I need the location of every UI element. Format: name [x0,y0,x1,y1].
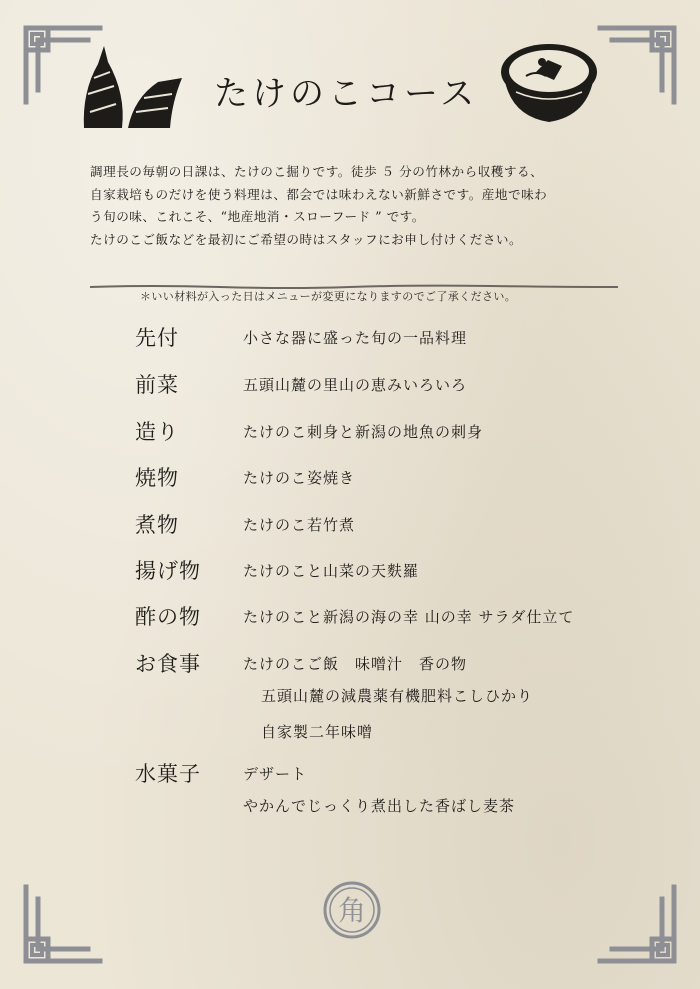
course-label: 酢の物 [135,605,201,629]
course-label: 揚げ物 [135,559,201,583]
intro-text [90,161,630,251]
course-desc: 小さな器に盛った旬の一品料理 [243,329,468,347]
course-desc: たけのこ姿焼き [243,469,356,487]
bamboo-shoot-icon [78,42,190,132]
svg-text:角: 角 [337,894,367,927]
divider [90,276,618,284]
course-label: 前菜 [135,373,179,397]
course-desc: たけのこ刺身と新潟の地魚の刺身 [243,423,484,441]
intro-line: たけのこご飯などを最初にご希望の時はスタッフにお申し付けください。 [90,231,523,247]
corner-ornament-icon [592,879,682,969]
course-desc: たけのこ若竹煮 [243,516,356,534]
menu-change-note: ＊いい材料が入った日はメニューが変更になりますのでご了承ください。 [140,290,517,303]
course-label: 水菓子 [135,762,201,786]
intro-line: う旬の味、これこそ、“地産地消・スローフード ” です。 [90,209,425,224]
corner-ornament-icon [592,20,682,110]
bowl-icon [496,36,602,128]
corner-ornament-icon [18,879,108,969]
course-label: お食事 [135,652,201,676]
course-extra-line: やかんでじっくり煮出した香ばし麦茶 [243,797,516,815]
intro-line: 自家栽培ものだけを使う料理は、都会では味わえない新鮮さです。産地で味わ [90,186,548,202]
course-label: 煮物 [135,513,179,537]
course-label: 先付 [135,326,179,350]
course-desc: デザート [243,765,308,783]
course-desc: 五頭山麓の里山の恵みいろいろ [243,376,468,394]
course-extra-line: 自家製二年味噌 [261,723,374,741]
course-desc: たけのこご飯 味噌汁 香の物 [243,655,468,673]
course-label: 焼物 [135,466,179,490]
course-label: 造り [135,420,179,444]
course-extra-line: 五頭山麓の減農薬有機肥料こしひかり [261,687,534,705]
course-desc: たけのこと新潟の海の幸 山の幸 サラダ仕立て [243,608,575,626]
stamp-icon [322,880,382,940]
course-desc: たけのこと山菜の天麩羅 [243,562,420,580]
intro-line: 調理長の毎朝の日課は、たけのこ掘りです。徒歩 ５ 分の竹林から収穫する、 [90,164,544,179]
page-title: たけのこコース [214,74,479,114]
